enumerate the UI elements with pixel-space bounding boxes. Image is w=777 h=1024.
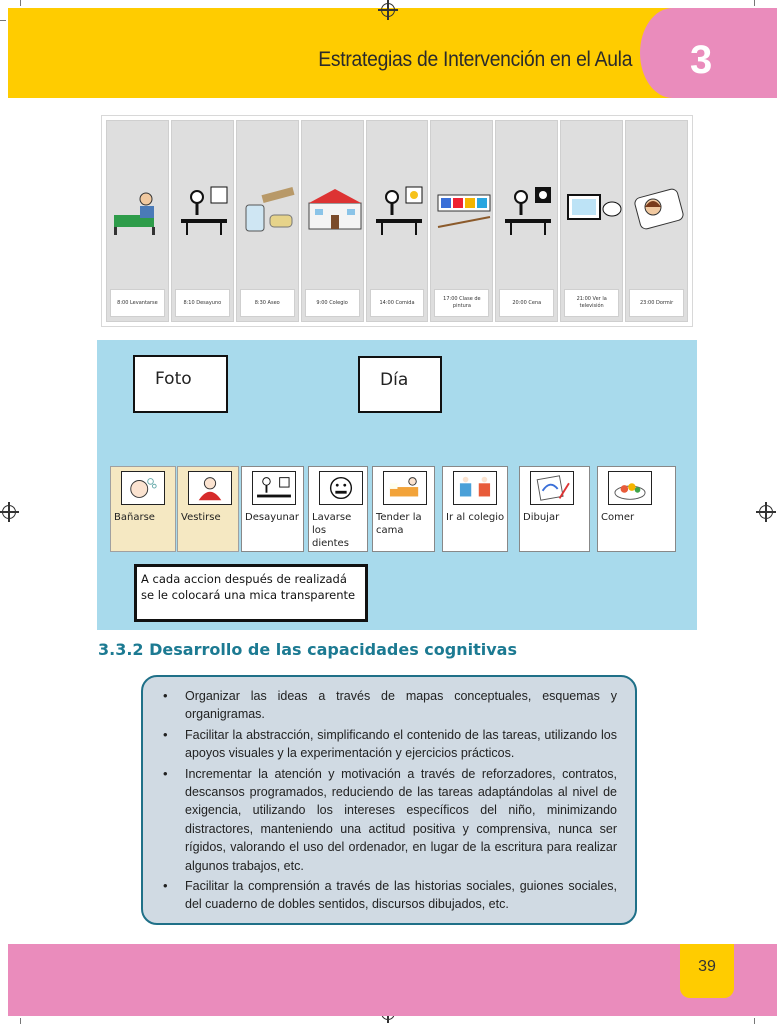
crop-mark	[754, 1018, 755, 1024]
tv-icon	[564, 179, 624, 239]
section-title: 3.3.2 Desarrollo de las capacidades cognitivas	[98, 640, 517, 659]
list-item: • Organizar las ideas a través de mapas conceptuales, esquemas y organigramas.	[163, 687, 617, 724]
routine-card	[308, 466, 368, 552]
schedule-card	[625, 120, 688, 322]
list-item: • Incrementar la atención y motivación a través de reforzadores, contratos, descansos programados, reduciendo de las tareas adaptándolas al nivel de exigencia, utilizando los intereses específicos del niño, minimizando distractores, manteniendo una actitud positiva y comprensiva, nunca ser rígidos, valorando el uso del ordenador, en lugar de la escritura para realizar algunos trabajos, etc.	[163, 765, 617, 875]
routine-card-label: Tender la cama	[376, 512, 422, 536]
footer-band	[8, 944, 777, 1016]
routine-card-label: Lavarse los dientes	[312, 512, 352, 549]
food-icon	[608, 471, 652, 505]
list-item: • Facilitar la abstracción, simplificando el contenido de las tareas, utilizando los apoyos visuales y la experimentación y ejercicios prácticos.	[163, 726, 617, 763]
dinner-icon	[499, 179, 559, 239]
crop-mark	[754, 0, 755, 6]
schedule-card	[495, 120, 558, 322]
daily-schedule-strip	[101, 115, 693, 327]
routine-card-label: Bañarse	[114, 512, 155, 523]
registration-mark-icon	[381, 3, 395, 17]
schedule-card	[236, 120, 299, 322]
schedule-label: 8:30 Aseo	[240, 289, 295, 317]
routine-card	[372, 466, 435, 552]
strategies-box	[141, 675, 637, 925]
routine-board	[97, 340, 697, 630]
schedule-card	[560, 120, 623, 322]
routine-card	[519, 466, 590, 552]
schedule-label: 8:10 Desayuno	[175, 289, 230, 317]
schedule-card	[301, 120, 364, 322]
school-icon	[305, 179, 365, 239]
sleep-icon	[629, 179, 689, 239]
crop-mark	[0, 20, 6, 21]
toiletries-icon	[240, 179, 300, 239]
brush-teeth-icon	[319, 471, 363, 505]
schedule-label: 14:00 Comida	[370, 289, 425, 317]
routine-card-label: Vestirse	[181, 512, 221, 523]
dress-icon	[188, 471, 232, 505]
lunch-icon	[370, 179, 430, 239]
registration-mark-icon	[2, 505, 16, 519]
schedule-label: 17:00 Clase de pintura	[434, 289, 489, 317]
routine-card-label: Dibujar	[523, 512, 560, 523]
schedule-card	[171, 120, 234, 322]
routine-card-label: Desayunar	[245, 512, 300, 523]
paint-icon	[434, 179, 494, 239]
crop-mark	[20, 1018, 21, 1024]
schedule-card	[106, 120, 169, 322]
crop-mark	[20, 0, 21, 6]
schedule-card	[366, 120, 429, 322]
school-icon	[453, 471, 497, 505]
schedule-label: 21:00 Ver la televisión	[564, 289, 619, 317]
routine-card	[241, 466, 304, 552]
schedule-label: 20:00 Cena	[499, 289, 554, 317]
strategies-list	[163, 687, 617, 914]
page-header-title: Estrategias de Intervención en el Aula	[318, 48, 632, 71]
bath-icon	[121, 471, 165, 505]
drawing-icon	[530, 471, 574, 505]
schedule-card	[430, 120, 493, 322]
day-box: Día	[358, 356, 442, 413]
schedule-label: 23:00 Dormir	[629, 289, 684, 317]
routine-card	[597, 466, 676, 552]
photo-box: Foto	[133, 355, 228, 413]
bed-icon	[110, 179, 170, 239]
breakfast-icon	[252, 471, 296, 505]
routine-card-label: Ir al colegio	[446, 512, 505, 523]
page-number: 39	[698, 958, 716, 975]
routine-note: A cada accion después de realizadá se le colocará una mica transparente	[134, 564, 368, 622]
schedule-label: 8:00 Levantarse	[110, 289, 165, 317]
list-item: • Facilitar la comprensión a través de las historias sociales, guiones sociales, del cuaderno de dobles sentidos, discursos dibujados, etc.	[163, 877, 617, 914]
breakfast-icon	[175, 179, 235, 239]
chapter-number: 3	[690, 38, 713, 82]
registration-mark-icon	[759, 505, 773, 519]
schedule-label: 9:00 Colegio	[305, 289, 360, 317]
routine-card	[110, 466, 176, 552]
routine-card	[177, 466, 239, 552]
routine-card	[442, 466, 508, 552]
routine-card-label: Comer	[601, 512, 635, 523]
make-bed-icon	[383, 471, 427, 505]
